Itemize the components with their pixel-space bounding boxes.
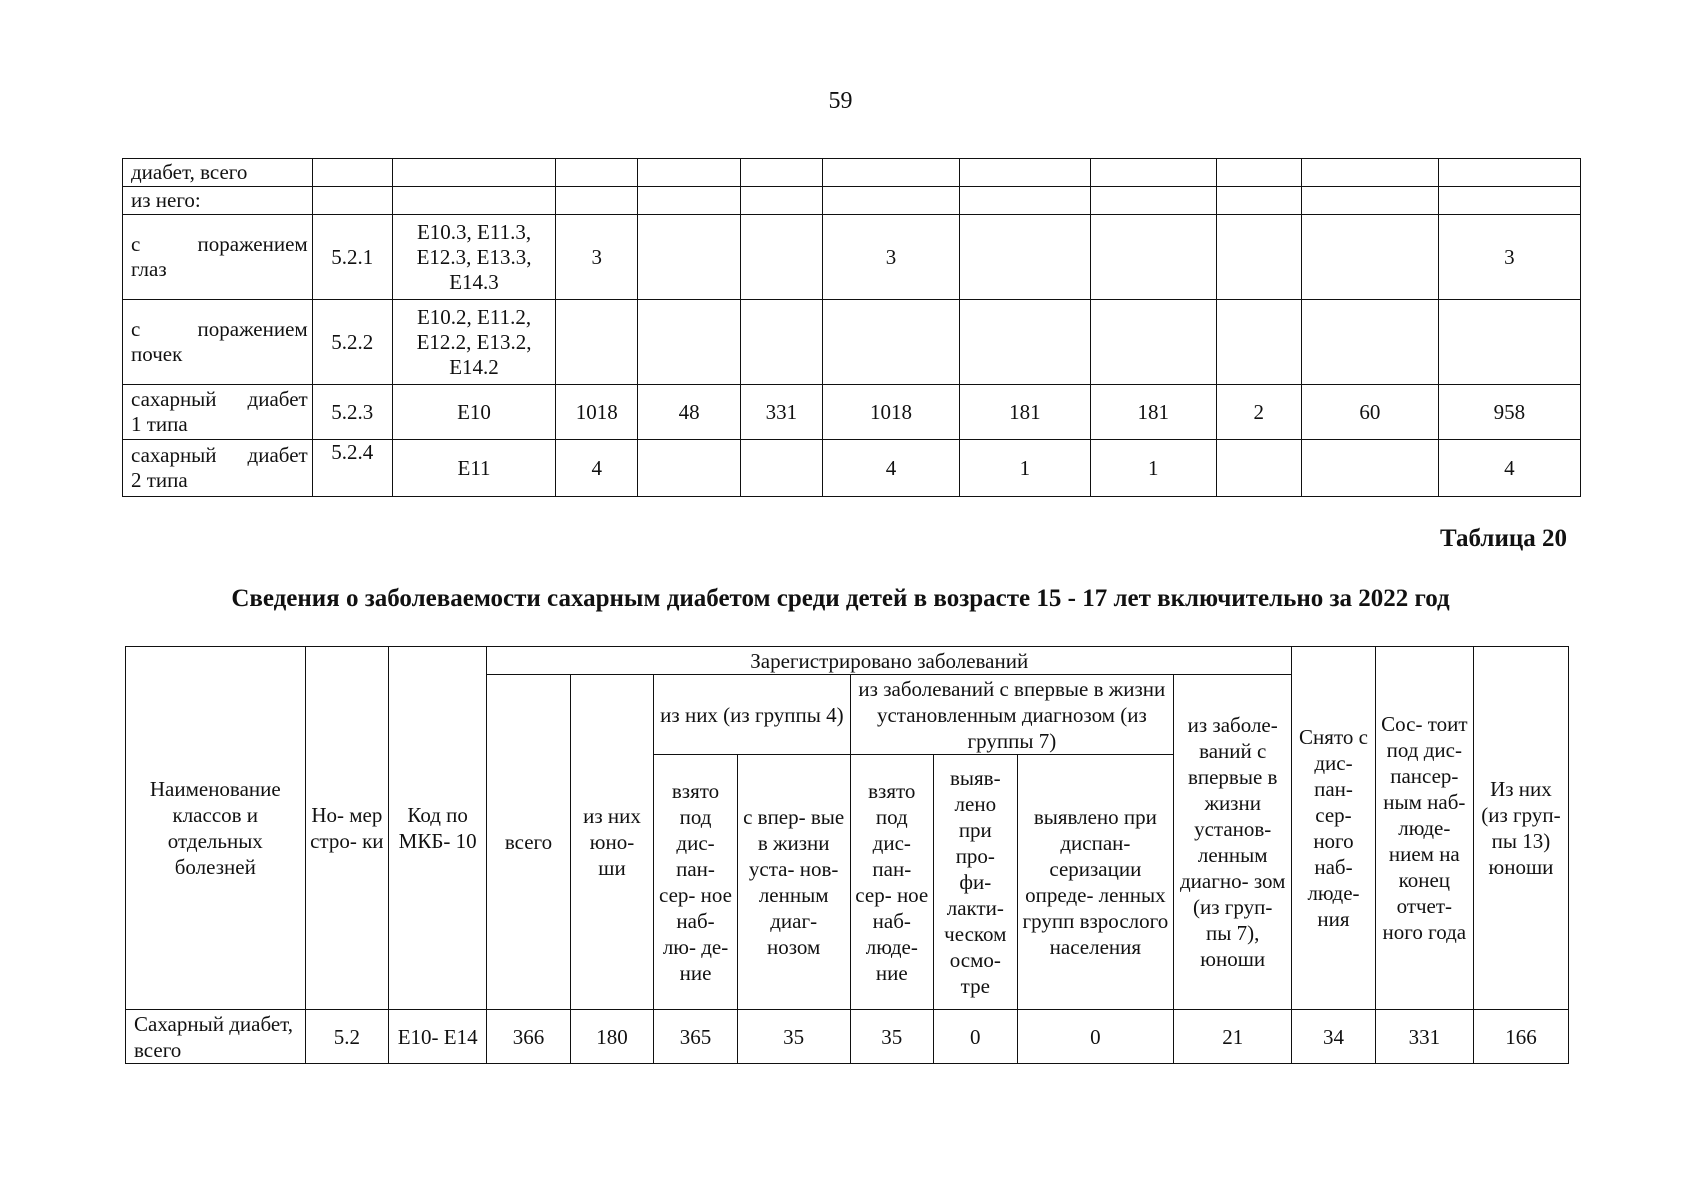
header-total: всего <box>487 675 571 1010</box>
table-cell: 958 <box>1438 385 1580 440</box>
table-cell: 3 <box>1438 215 1580 300</box>
table-cell: 181 <box>1090 385 1216 440</box>
table-cell <box>740 300 822 385</box>
table-cell: 1018 <box>556 385 638 440</box>
table-cell: 1 <box>1090 440 1216 497</box>
cell-group7-boys: 21 <box>1174 1010 1292 1064</box>
table-cell <box>1090 300 1216 385</box>
table-row <box>123 159 1581 187</box>
header-group4-taken: взято под дис- пан- сер- ное наб- лю- де- ние <box>654 755 738 1010</box>
row-icd-code: E10 <box>392 385 555 440</box>
cell-boys: 180 <box>570 1010 654 1064</box>
header-group7-boys: из заболе- ваний с впервые в жизни установ- ленным диагно- зом (из груп- пы 7), юноши <box>1174 675 1292 1010</box>
header-of-them-boys: Из них (из груп- пы 13) юноши <box>1473 647 1568 1010</box>
diabetes-table <box>125 646 1569 1064</box>
header-group7-prof: выяв- лено при про- фи- лакти- ческом осмо- тре <box>934 755 1018 1010</box>
table-cell <box>638 300 740 385</box>
table-cell <box>1301 215 1438 300</box>
row-name-line1: с поражением <box>131 317 308 341</box>
table-cell: 1018 <box>823 385 960 440</box>
row-icd-code: E10- E14 <box>389 1010 487 1064</box>
row-icd-code <box>392 159 555 187</box>
table-cell <box>740 159 822 187</box>
cell-group4-taken: 365 <box>654 1010 738 1064</box>
row-name-line2: 1 типа <box>131 412 188 436</box>
row-line-number: 5.2.3 <box>312 385 392 440</box>
table-cell: 2 <box>1216 385 1301 440</box>
row-name <box>123 215 313 300</box>
table-cell <box>1090 215 1216 300</box>
table-title: Сведения о заболеваемости сахарным диабетом среди детей в возрасте 15 - 17 лет включительно за 2022 год <box>231 585 1450 612</box>
header-boys: из них юно- ши <box>570 675 654 1010</box>
continued-table <box>122 158 1581 497</box>
table-cell <box>959 159 1090 187</box>
table-cell <box>1301 159 1438 187</box>
row-name: Сахарный диабет, всего <box>126 1010 306 1064</box>
table-cell: 4 <box>823 440 960 497</box>
table-cell <box>740 440 822 497</box>
row-name <box>123 300 313 385</box>
row-name-line1: сахарный диабет <box>131 443 308 467</box>
table-cell <box>823 159 960 187</box>
table-row <box>123 300 1581 385</box>
table-row <box>123 440 1581 497</box>
table-cell <box>740 187 822 215</box>
table-cell: 331 <box>740 385 822 440</box>
row-line-number: 5.2.4 <box>312 440 392 497</box>
cell-group7-prof: 0 <box>934 1010 1018 1064</box>
table-cell: 3 <box>556 215 638 300</box>
table-row <box>123 187 1581 215</box>
table-cell <box>740 215 822 300</box>
row-name-line1: сахарный диабет <box>131 387 308 411</box>
row-line-number <box>312 159 392 187</box>
row-name: из него: <box>123 187 313 215</box>
table-cell <box>1438 300 1580 385</box>
row-icd-code: E11 <box>392 440 555 497</box>
header-from-group7: из заболеваний с впервые в жизни установленным диагнозом (из группы 7) <box>850 675 1174 755</box>
row-icd-code: E10.3, E11.3, E12.3, E13.3, E14.3 <box>392 215 555 300</box>
table-cell <box>1216 187 1301 215</box>
cell-of-them-boys: 166 <box>1473 1010 1568 1064</box>
row-name-line1: с поражением <box>131 232 308 256</box>
row-name: диабет, всего <box>123 159 313 187</box>
table-cell <box>1438 159 1580 187</box>
table-cell <box>1301 300 1438 385</box>
table-cell <box>638 187 740 215</box>
table-cell <box>1216 159 1301 187</box>
row-line-number: 5.2.2 <box>312 300 392 385</box>
table-cell <box>959 300 1090 385</box>
table-cell <box>1301 187 1438 215</box>
header-icd-code: Код по МКБ- 10 <box>389 647 487 1010</box>
table-cell <box>1216 300 1301 385</box>
table-cell: 4 <box>1438 440 1580 497</box>
table-cell: 181 <box>959 385 1090 440</box>
table-row <box>123 215 1581 300</box>
table-cell <box>1090 187 1216 215</box>
header-consists: Сос- тоит под дис- пансер- ным наб- люде- нием на конец отчет- ного года <box>1375 647 1473 1010</box>
cell-consists: 331 <box>1375 1010 1473 1064</box>
row-icd-code <box>392 187 555 215</box>
header-from-group4: из них (из группы 4) <box>654 675 850 755</box>
row-name-line2: почек <box>131 342 183 366</box>
header-registered: Зарегистрировано заболеваний <box>487 647 1292 675</box>
header-removed: Снято с дис- пан- сер- ного наб- люде- ния <box>1292 647 1376 1010</box>
row-line-number: 5.2.1 <box>312 215 392 300</box>
table-cell <box>823 300 960 385</box>
table-cell: 48 <box>638 385 740 440</box>
table-cell <box>959 215 1090 300</box>
cell-group4-first: 35 <box>737 1010 850 1064</box>
row-name-line2: 2 типа <box>131 468 188 492</box>
table-cell <box>823 187 960 215</box>
table-cell <box>1301 440 1438 497</box>
header-line-number: Но- мер стро- ки <box>305 647 389 1010</box>
cell-removed: 34 <box>1292 1010 1376 1064</box>
cell-group7-taken: 35 <box>850 1010 934 1064</box>
cell-total: 366 <box>487 1010 571 1064</box>
header-group4-first: с впер- вые в жизни уста- нов- ленным диаг- нозом <box>737 755 850 1010</box>
row-line-number <box>312 187 392 215</box>
row-name-line2: глаз <box>131 257 167 281</box>
table-cell <box>1090 159 1216 187</box>
table-cell: 4 <box>556 440 638 497</box>
table-cell <box>556 159 638 187</box>
table-cell <box>1216 215 1301 300</box>
row-name <box>123 385 313 440</box>
table-cell <box>959 187 1090 215</box>
table-cell <box>556 300 638 385</box>
page-number: 59 <box>828 88 853 114</box>
row-icd-code: E10.2, E11.2, E12.2, E13.2, E14.2 <box>392 300 555 385</box>
table-cell <box>1216 440 1301 497</box>
table-cell <box>1438 187 1580 215</box>
cell-group7-disp: 0 <box>1017 1010 1174 1064</box>
row-name <box>123 440 313 497</box>
header-name: Наименование классов и отдельных болезней <box>126 647 306 1010</box>
header-group7-taken: взято под дис- пан- сер- ное наб- люде- ние <box>850 755 934 1010</box>
table-cell <box>638 159 740 187</box>
table-cell <box>638 215 740 300</box>
row-line-number: 5.2 <box>305 1010 389 1064</box>
table-cell: 1 <box>959 440 1090 497</box>
table-cell <box>556 187 638 215</box>
header-group7-disp: выявлено при диспан- серизации опреде- ленных групп взрослого населения <box>1017 755 1174 1010</box>
table-cell: 3 <box>823 215 960 300</box>
table-row <box>123 385 1581 440</box>
table-cell <box>638 440 740 497</box>
table-caption: Таблица 20 <box>1439 525 1567 552</box>
table-cell: 60 <box>1301 385 1438 440</box>
